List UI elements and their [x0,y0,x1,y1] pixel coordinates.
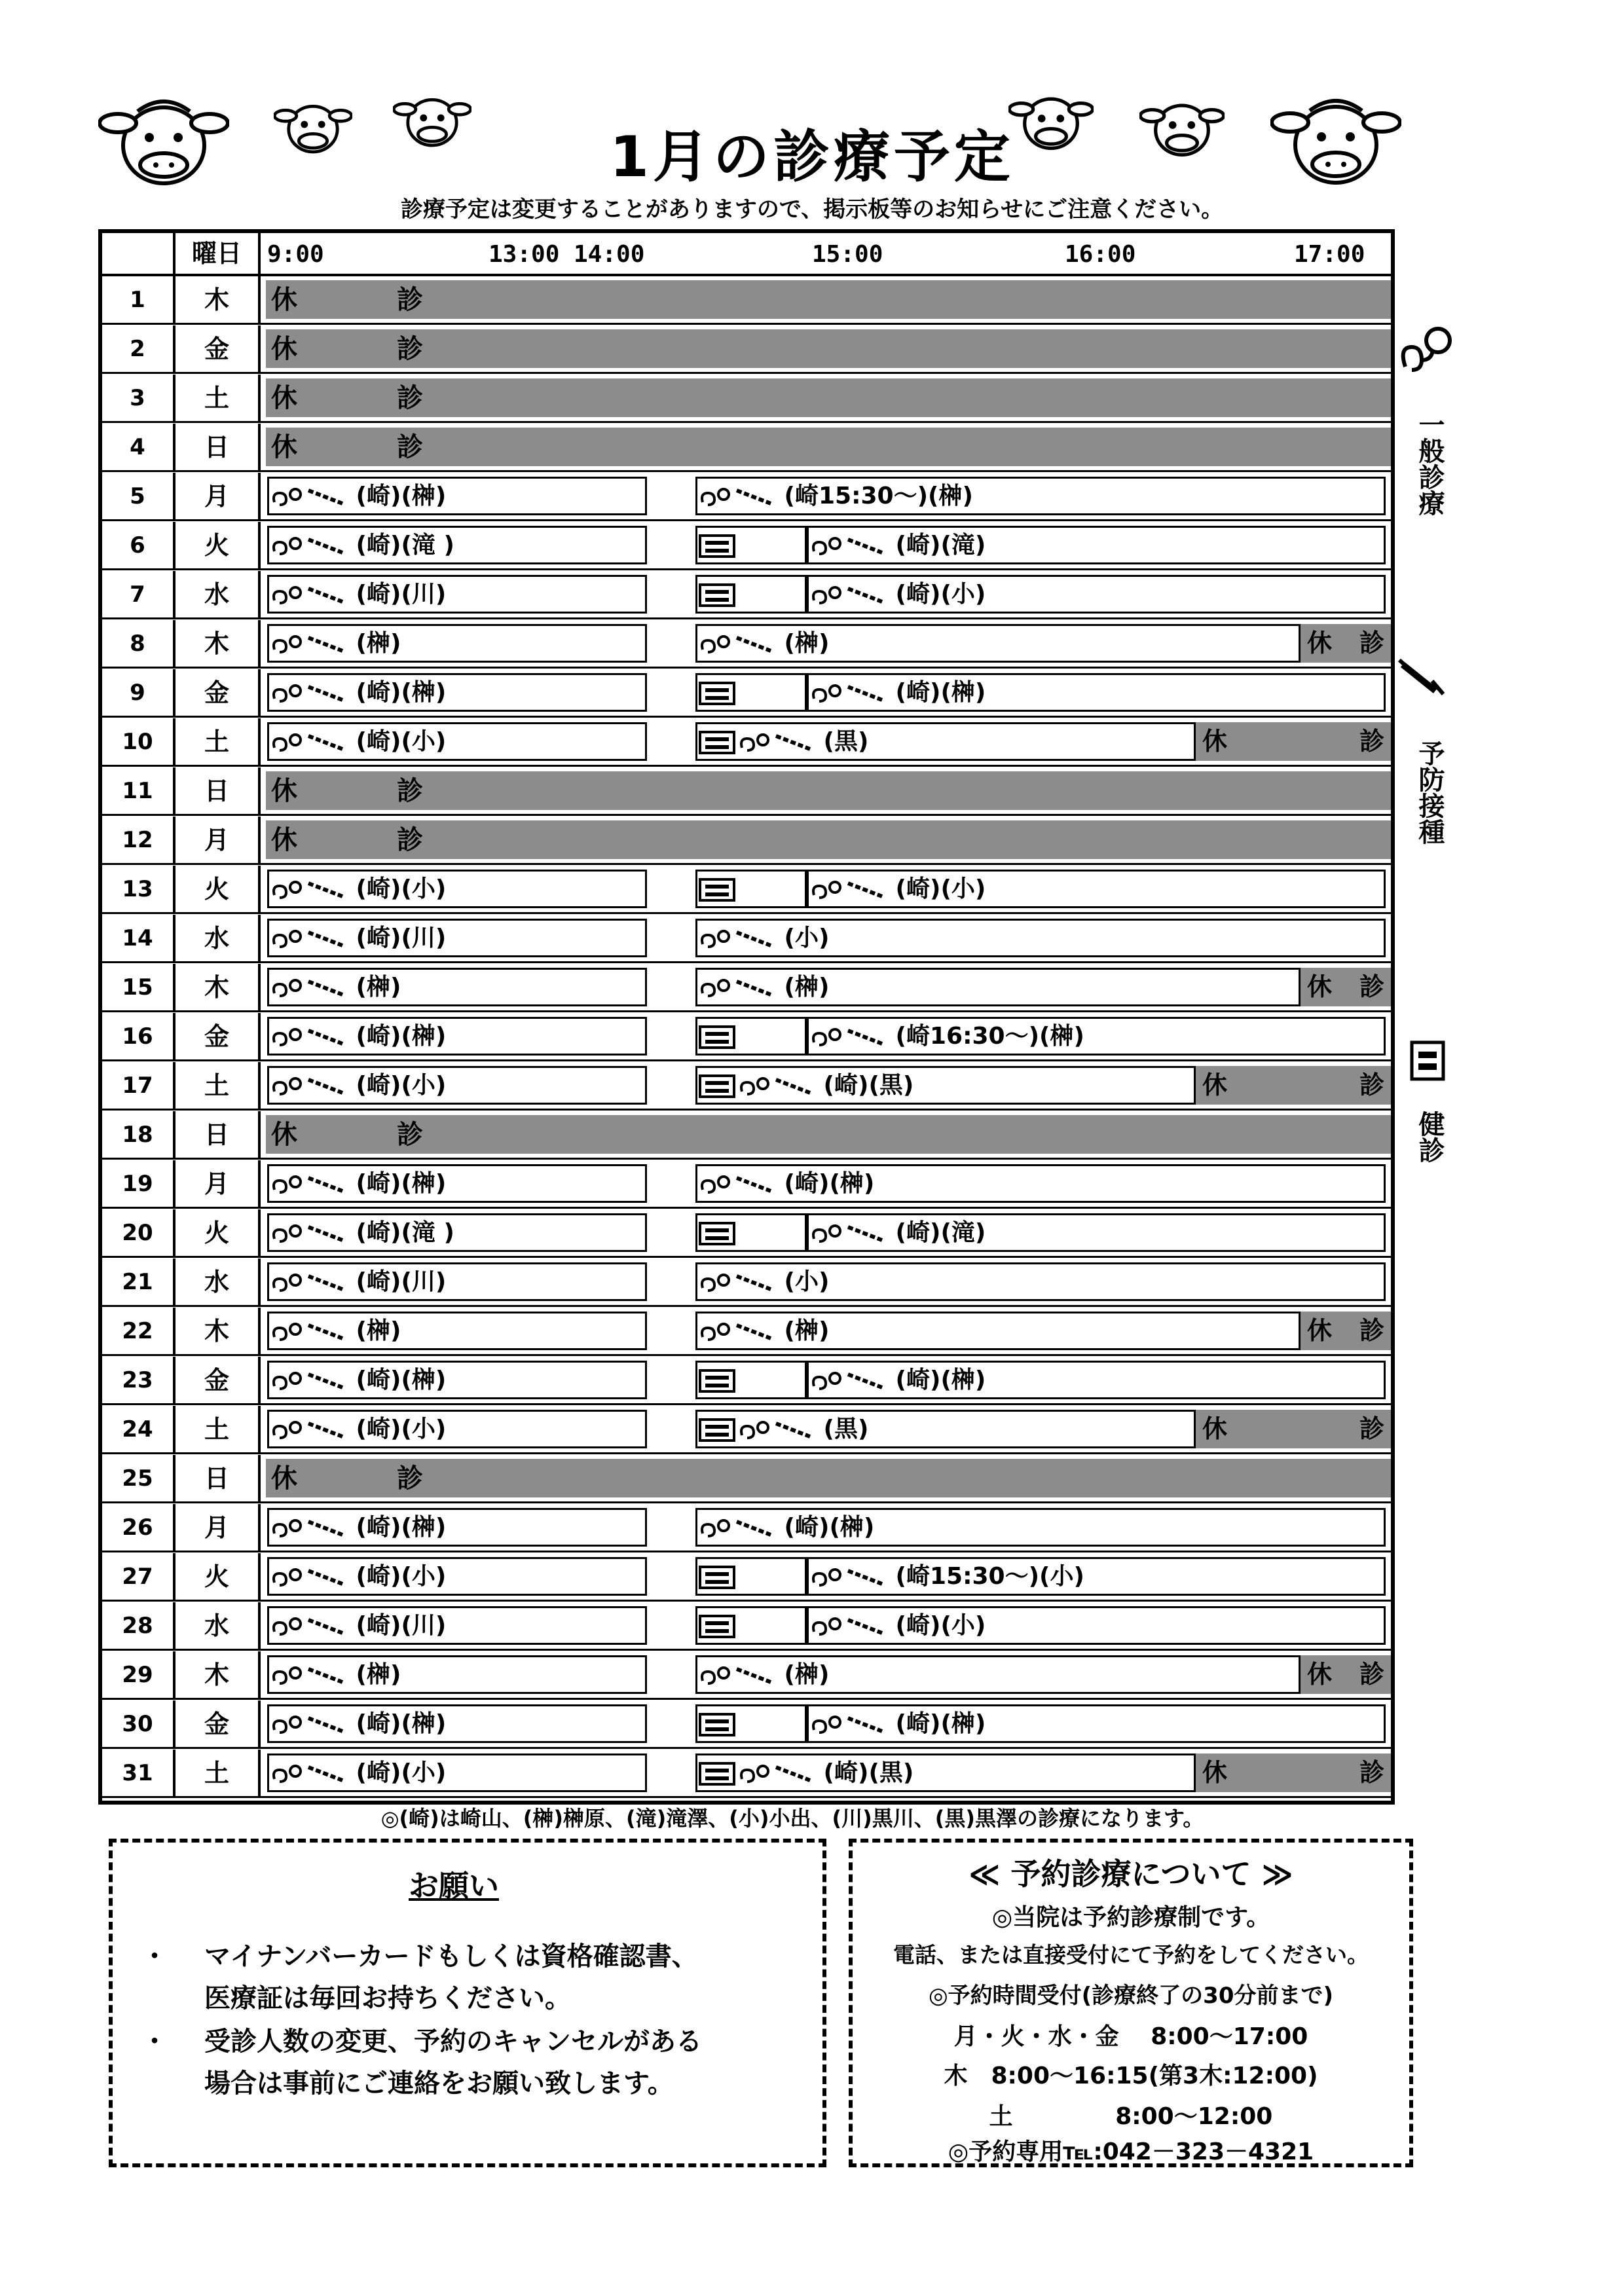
stethoscope-icon [697,1270,776,1296]
checkup-icon [697,533,737,559]
page-title: 1月の診療予定 [610,124,1014,190]
closed-bar: 休 診 [1196,1753,1391,1792]
closed-bar: 休 診 [1301,624,1391,663]
pm-session: (榊) [695,624,1301,663]
pm-session: (崎)(榊) [695,1164,1386,1203]
stethoscope-icon [269,1712,348,1738]
page-subtitle: 診療予定は変更することがありますので、掲示板等のお知らせにご注意ください。 [400,196,1224,223]
table-row [102,424,1391,472]
stethoscope-icon [809,680,887,707]
closed-bar: 休 診 [1301,1655,1391,1694]
day-cell: 18 [102,1111,175,1158]
closed-bar: 休 診 [266,329,1391,368]
day-cell: 29 [102,1651,175,1698]
weekday-cell: 月 [175,473,261,519]
stethoscope-icon [269,1270,348,1296]
weekday-cell: 月 [175,1504,261,1551]
stethoscope-icon [269,1515,348,1541]
pm-session: (崎)(黒) [695,1753,1196,1792]
stethoscope-icon [269,729,348,756]
day-cell: 1 [102,276,175,323]
pm-session: (崎)(小) [807,575,1386,614]
am-session: (崎)(榊) [267,673,647,712]
day-cell: 27 [102,1553,175,1600]
pm-session: (崎)(小) [807,1606,1386,1645]
time-tick: 16:00 [1065,241,1136,268]
closed-bar: 休 診 [1301,968,1391,1006]
weekday-cell: 土 [175,1062,261,1109]
pm-session: (小) [695,919,1386,957]
table-row [102,1504,1391,1552]
stethoscope-icon [269,975,348,1001]
am-session: (崎)(榊) [267,1508,647,1547]
stethoscope-icon [697,975,776,1001]
checkup-icon [697,1221,737,1247]
pm-session: (崎16:30～)(榊) [807,1017,1386,1056]
am-session: (崎)(小) [267,1410,647,1448]
checkup-session [695,575,807,614]
am-session: (崎)(榊) [267,1164,647,1203]
weekday-cell: 木 [175,1308,261,1354]
checkup-session [695,1213,807,1252]
day-cell: 26 [102,1504,175,1551]
day-cell: 28 [102,1602,175,1649]
am-session: (崎)(滝 ) [267,1213,647,1252]
weekday-cell: 土 [175,1750,261,1796]
checkup-icon [697,1417,737,1443]
pm-session: (崎15:30～)(小) [807,1557,1386,1596]
table-header [102,233,1391,276]
am-session: (崎)(榊) [267,1361,647,1399]
day-cell: 19 [102,1160,175,1207]
day-cell: 7 [102,571,175,617]
stethoscope-icon [697,926,776,952]
request-item-line: 場合は事前にご連絡をお願い致します。 [204,2068,674,2099]
am-session: (崎)(榊) [267,477,647,515]
day-cell: 17 [102,1062,175,1109]
stethoscope-icon [737,1073,815,1099]
table-row [102,915,1391,963]
stethoscope-icon [809,1024,887,1050]
pm-session: (崎)(黒) [695,1066,1196,1105]
weekday-cell: 火 [175,1553,261,1600]
am-session: (榊) [267,968,647,1006]
request-item-line: マイナンバーカードもしくは資格確認書、 [204,1941,698,1972]
weekday-cell: 日 [175,424,261,470]
legend-vaccine-label: 予防接種 [1414,740,1445,845]
closed-bar: 休 診 [266,1115,1391,1154]
request-title: お願い [409,1868,499,1903]
reservation-line: 電話、または直接受付にて予約をしてください。 [893,1942,1369,1968]
request-box [109,1839,826,2167]
stethoscope-icon [737,1761,815,1787]
weekday-cell: 木 [175,276,261,323]
pm-session: (榊) [695,968,1301,1006]
stethoscope-icon [269,582,348,608]
weekday-cell: 水 [175,1258,261,1305]
day-cell: 11 [102,767,175,814]
reservation-line: 月・火・水・金 8:00～17:00 [953,2023,1308,2050]
reservation-title: ≪ 予約診療について ≫ [969,1856,1293,1892]
am-session: (崎)(川) [267,575,647,614]
day-cell: 2 [102,325,175,372]
table-row [102,1160,1391,1209]
table-row [102,375,1391,423]
reservation-line: ◎予約時間受付(診療終了の30分前まで) [928,1983,1334,2009]
stethoscope-icon [809,582,887,608]
checkup-icon [697,1564,737,1590]
pm-session: (崎)(小) [807,870,1386,908]
table-row [102,817,1391,865]
reservation-box [849,1839,1413,2167]
day-cell: 22 [102,1308,175,1354]
syringe-icon [1396,655,1449,701]
weekday-cell: 土 [175,1406,261,1452]
legend-checkup-label: 健診 [1414,1111,1445,1163]
day-cell: 16 [102,1013,175,1059]
table-row [102,1111,1391,1160]
stethoscope-icon [269,1761,348,1787]
weekday-cell: 日 [175,1455,261,1501]
schedule-table [98,229,1395,1805]
pm-session: (榊) [695,1655,1301,1694]
weekday-cell: 土 [175,375,261,421]
table-row [102,1700,1391,1749]
closed-bar: 休 診 [266,820,1391,859]
weekday-cell: 水 [175,1602,261,1649]
weekday-cell: 火 [175,522,261,568]
stethoscope-icon [269,1073,348,1099]
table-row [102,1209,1391,1258]
stethoscope-icon [697,1319,776,1345]
time-tick: 15:00 [812,241,883,268]
closed-bar: 休 診 [266,428,1391,466]
day-cell: 12 [102,817,175,863]
day-cell: 5 [102,473,175,519]
checkup-session [695,1606,807,1645]
am-session: (崎)(川) [267,1262,647,1301]
stethoscope-icon [809,1368,887,1394]
am-session: (榊) [267,624,647,663]
stethoscope-icon [737,729,815,756]
pm-session: (黒) [695,722,1196,761]
am-session: (崎)(滝 ) [267,526,647,564]
day-cell: 9 [102,669,175,716]
cow-face-icon [274,92,352,157]
weekday-cell: 日 [175,767,261,814]
weekday-cell: 火 [175,1209,261,1256]
weekday-cell: 金 [175,669,261,716]
table-row [102,571,1391,619]
checkup-session [695,870,807,908]
closed-bar: 休 診 [1196,722,1391,761]
pm-session: (黒) [695,1410,1196,1448]
table-row [102,522,1391,570]
stethoscope-icon [269,1564,348,1590]
stethoscope-icon [269,1319,348,1345]
doctor-legend: ◎(崎)は崎山、(榊)榊原、(滝)滝澤、(小)小出、(川)黒川、(黒)黒澤の診療になります。 [380,1806,1204,1831]
day-header-cell [102,233,175,274]
pm-session: (崎)(榊) [807,1361,1386,1399]
table-row [102,276,1391,325]
stethoscope-icon [269,1221,348,1247]
table-row [102,1357,1391,1405]
table-row [102,620,1391,669]
table-row [102,1455,1391,1503]
closed-bar: 休 診 [266,1459,1391,1497]
stethoscope-icon [269,926,348,952]
weekday-cell: 金 [175,1700,261,1747]
closed-bar: 休 診 [266,280,1391,319]
checkup-session [695,1557,807,1596]
cow-face-icon [1270,81,1401,193]
table-row [102,1602,1391,1651]
stethoscope-icon [809,1613,887,1640]
table-row [102,718,1391,767]
time-tick: 17:00 [1294,241,1365,268]
table-row [102,964,1391,1012]
weekday-cell: 金 [175,1357,261,1403]
weekday-header: 曜日 [175,233,261,274]
day-cell: 14 [102,915,175,961]
checkup-icon [697,1073,737,1099]
am-session: (崎)(小) [267,1066,647,1105]
pm-session: (崎)(榊) [807,673,1386,712]
checkup-icon [697,582,737,608]
time-tick: 9:00 [267,241,324,268]
checkup-session [695,673,807,712]
cow-face-icon [98,85,229,190]
stethoscope-icon [1392,314,1458,380]
am-session: (崎)(小) [267,1557,647,1596]
stethoscope-icon [697,1662,776,1689]
day-cell: 3 [102,375,175,421]
table-row [102,1553,1391,1602]
request-item-line: 医療証は毎回お持ちください。 [204,1983,571,2013]
checkup-icon [1408,1038,1447,1084]
weekday-cell: 火 [175,866,261,912]
day-cell: 15 [102,964,175,1010]
pm-session: (榊) [695,1312,1301,1350]
weekday-cell: 日 [175,1111,261,1158]
table-row [102,866,1391,914]
stethoscope-icon [809,533,887,559]
table-row [102,1308,1391,1356]
stethoscope-icon [269,1662,348,1689]
closed-bar: 休 診 [266,771,1391,810]
bullet: ・ [141,2027,168,2057]
weekday-cell: 金 [175,1013,261,1059]
stethoscope-icon [269,631,348,657]
am-session: (榊) [267,1312,647,1350]
closed-bar: 休 診 [1196,1410,1391,1448]
stethoscope-icon [809,1564,887,1590]
weekday-cell: 水 [175,915,261,961]
stethoscope-icon [269,1171,348,1198]
stethoscope-icon [269,1613,348,1640]
pm-session: (小) [695,1262,1386,1301]
checkup-icon [697,729,737,756]
am-session: (崎)(川) [267,919,647,957]
pm-session: (崎)(榊) [807,1704,1386,1743]
checkup-icon [697,1368,737,1394]
request-item-line: 受診人数の変更、予約のキャンセルがある [204,2027,702,2057]
time-tick: 14:00 [574,241,645,268]
table-row [102,1651,1391,1700]
checkup-icon [697,1613,737,1640]
weekday-cell: 木 [175,620,261,667]
table-row [102,1750,1391,1798]
am-session: (崎)(小) [267,1753,647,1792]
weekday-cell: 水 [175,571,261,617]
am-session: (崎)(川) [267,1606,647,1645]
day-cell: 8 [102,620,175,667]
pm-session: (崎)(滝) [807,1213,1386,1252]
table-row [102,1258,1391,1307]
table-row [102,1062,1391,1111]
table-row [102,325,1391,374]
checkup-icon [697,877,737,903]
reservation-line: ◎当院は予約診療制です。 [991,1904,1270,1931]
day-cell: 13 [102,866,175,912]
stethoscope-icon [697,484,776,510]
checkup-session [695,1361,807,1399]
table-row [102,669,1391,718]
weekday-cell: 土 [175,718,261,765]
am-session: (崎)(榊) [267,1704,647,1743]
stethoscope-icon [809,1221,887,1247]
day-cell: 25 [102,1455,175,1501]
time-tick: 13:00 [489,241,560,268]
pm-session: (崎15:30～)(榊) [695,477,1386,515]
day-cell: 23 [102,1357,175,1403]
pm-session: (崎)(滝) [807,526,1386,564]
stethoscope-icon [269,680,348,707]
checkup-icon [697,1712,737,1738]
day-cell: 31 [102,1750,175,1796]
checkup-session [695,526,807,564]
stethoscope-icon [269,877,348,903]
stethoscope-icon [269,1417,348,1443]
day-cell: 20 [102,1209,175,1256]
checkup-icon [697,1761,737,1787]
stethoscope-icon [697,1515,776,1541]
stethoscope-icon [737,1417,815,1443]
table-row [102,767,1391,816]
reservation-phone: ◎予約専用℡:042－323－4321 [948,2139,1314,2165]
day-cell: 24 [102,1406,175,1452]
legend-general-label: 一般診療 [1414,411,1445,516]
am-session: (崎)(榊) [267,1017,647,1056]
stethoscope-icon [269,1024,348,1050]
weekday-cell: 月 [175,817,261,863]
closed-bar: 休 診 [1196,1066,1391,1105]
day-cell: 6 [102,522,175,568]
weekday-cell: 木 [175,1651,261,1698]
reservation-line: 木 8:00～16:15(第3木:12:00) [944,2063,1318,2089]
weekday-cell: 月 [175,1160,261,1207]
weekday-cell: 木 [175,964,261,1010]
stethoscope-icon [269,1368,348,1394]
day-cell: 10 [102,718,175,765]
stethoscope-icon [269,484,348,510]
table-row [102,1013,1391,1061]
weekday-cell: 金 [175,325,261,372]
stethoscope-icon [697,631,776,657]
pm-session: (崎)(榊) [695,1508,1386,1547]
closed-bar: 休 診 [1301,1312,1391,1350]
table-row [102,473,1391,521]
day-cell: 4 [102,424,175,470]
table-row [102,1406,1391,1454]
stethoscope-icon [809,877,887,903]
checkup-icon [697,680,737,707]
checkup-session [695,1704,807,1743]
stethoscope-icon [697,1171,776,1198]
am-session: (崎)(小) [267,870,647,908]
checkup-session [695,1017,807,1056]
day-cell: 30 [102,1700,175,1747]
checkup-icon [697,1024,737,1050]
stethoscope-icon [809,1712,887,1738]
day-cell: 21 [102,1258,175,1305]
stethoscope-icon [269,533,348,559]
am-session: (崎)(小) [267,722,647,761]
closed-bar: 休 診 [266,378,1391,417]
am-session: (榊) [267,1655,647,1694]
reservation-line: 土 8:00～12:00 [989,2103,1273,2130]
bullet: ・ [141,1941,168,1972]
